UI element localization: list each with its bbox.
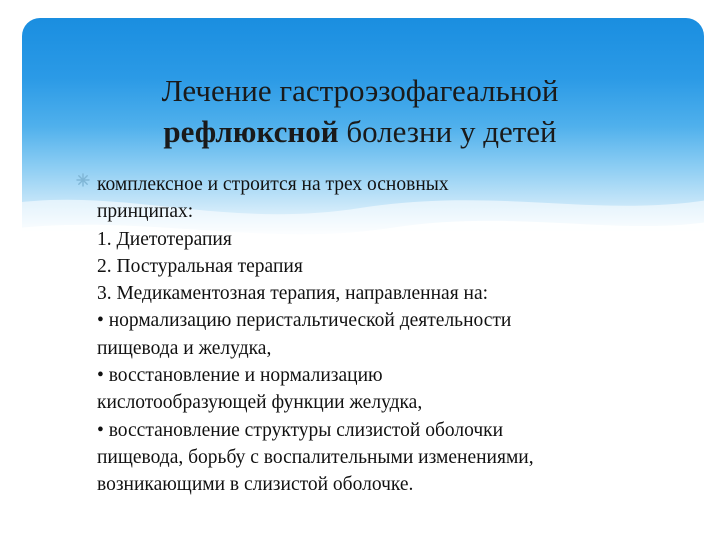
body-line: 3. Медикаментозная терапия, направленная на: bbox=[97, 283, 489, 305]
asterisk-star-icon bbox=[76, 173, 90, 187]
title-line-1: Лечение гастроэзофагеальной bbox=[161, 73, 559, 108]
body-line: • нормализацию перистальтической деятельности bbox=[97, 310, 512, 332]
body-line: кислотообразующей функции желудка, bbox=[97, 392, 423, 414]
body-text-block bbox=[97, 171, 677, 499]
title-line-2-rest: болезни у детей bbox=[338, 114, 557, 149]
slide-title bbox=[60, 70, 660, 152]
body-line: комплексное и строится на трех основных bbox=[97, 174, 449, 195]
body-line: 1. Диетотерапия bbox=[97, 228, 232, 250]
body-line: 2. Постуральная терапия bbox=[97, 255, 303, 277]
body-line: пищевода и желудка, bbox=[97, 337, 272, 359]
title-line-2 bbox=[60, 111, 660, 152]
body-line: возникающими в слизистой оболочке. bbox=[97, 474, 414, 496]
title-bold-word: рефлюксной bbox=[163, 114, 339, 149]
body-line: • восстановление и нормализацию bbox=[97, 365, 383, 387]
body-line: • восстановление структуры слизистой оболочки bbox=[97, 419, 504, 441]
body-line: пищевода, борьбу с воспалительными изменениями, bbox=[97, 446, 534, 468]
body-line: принципах: bbox=[97, 201, 194, 223]
